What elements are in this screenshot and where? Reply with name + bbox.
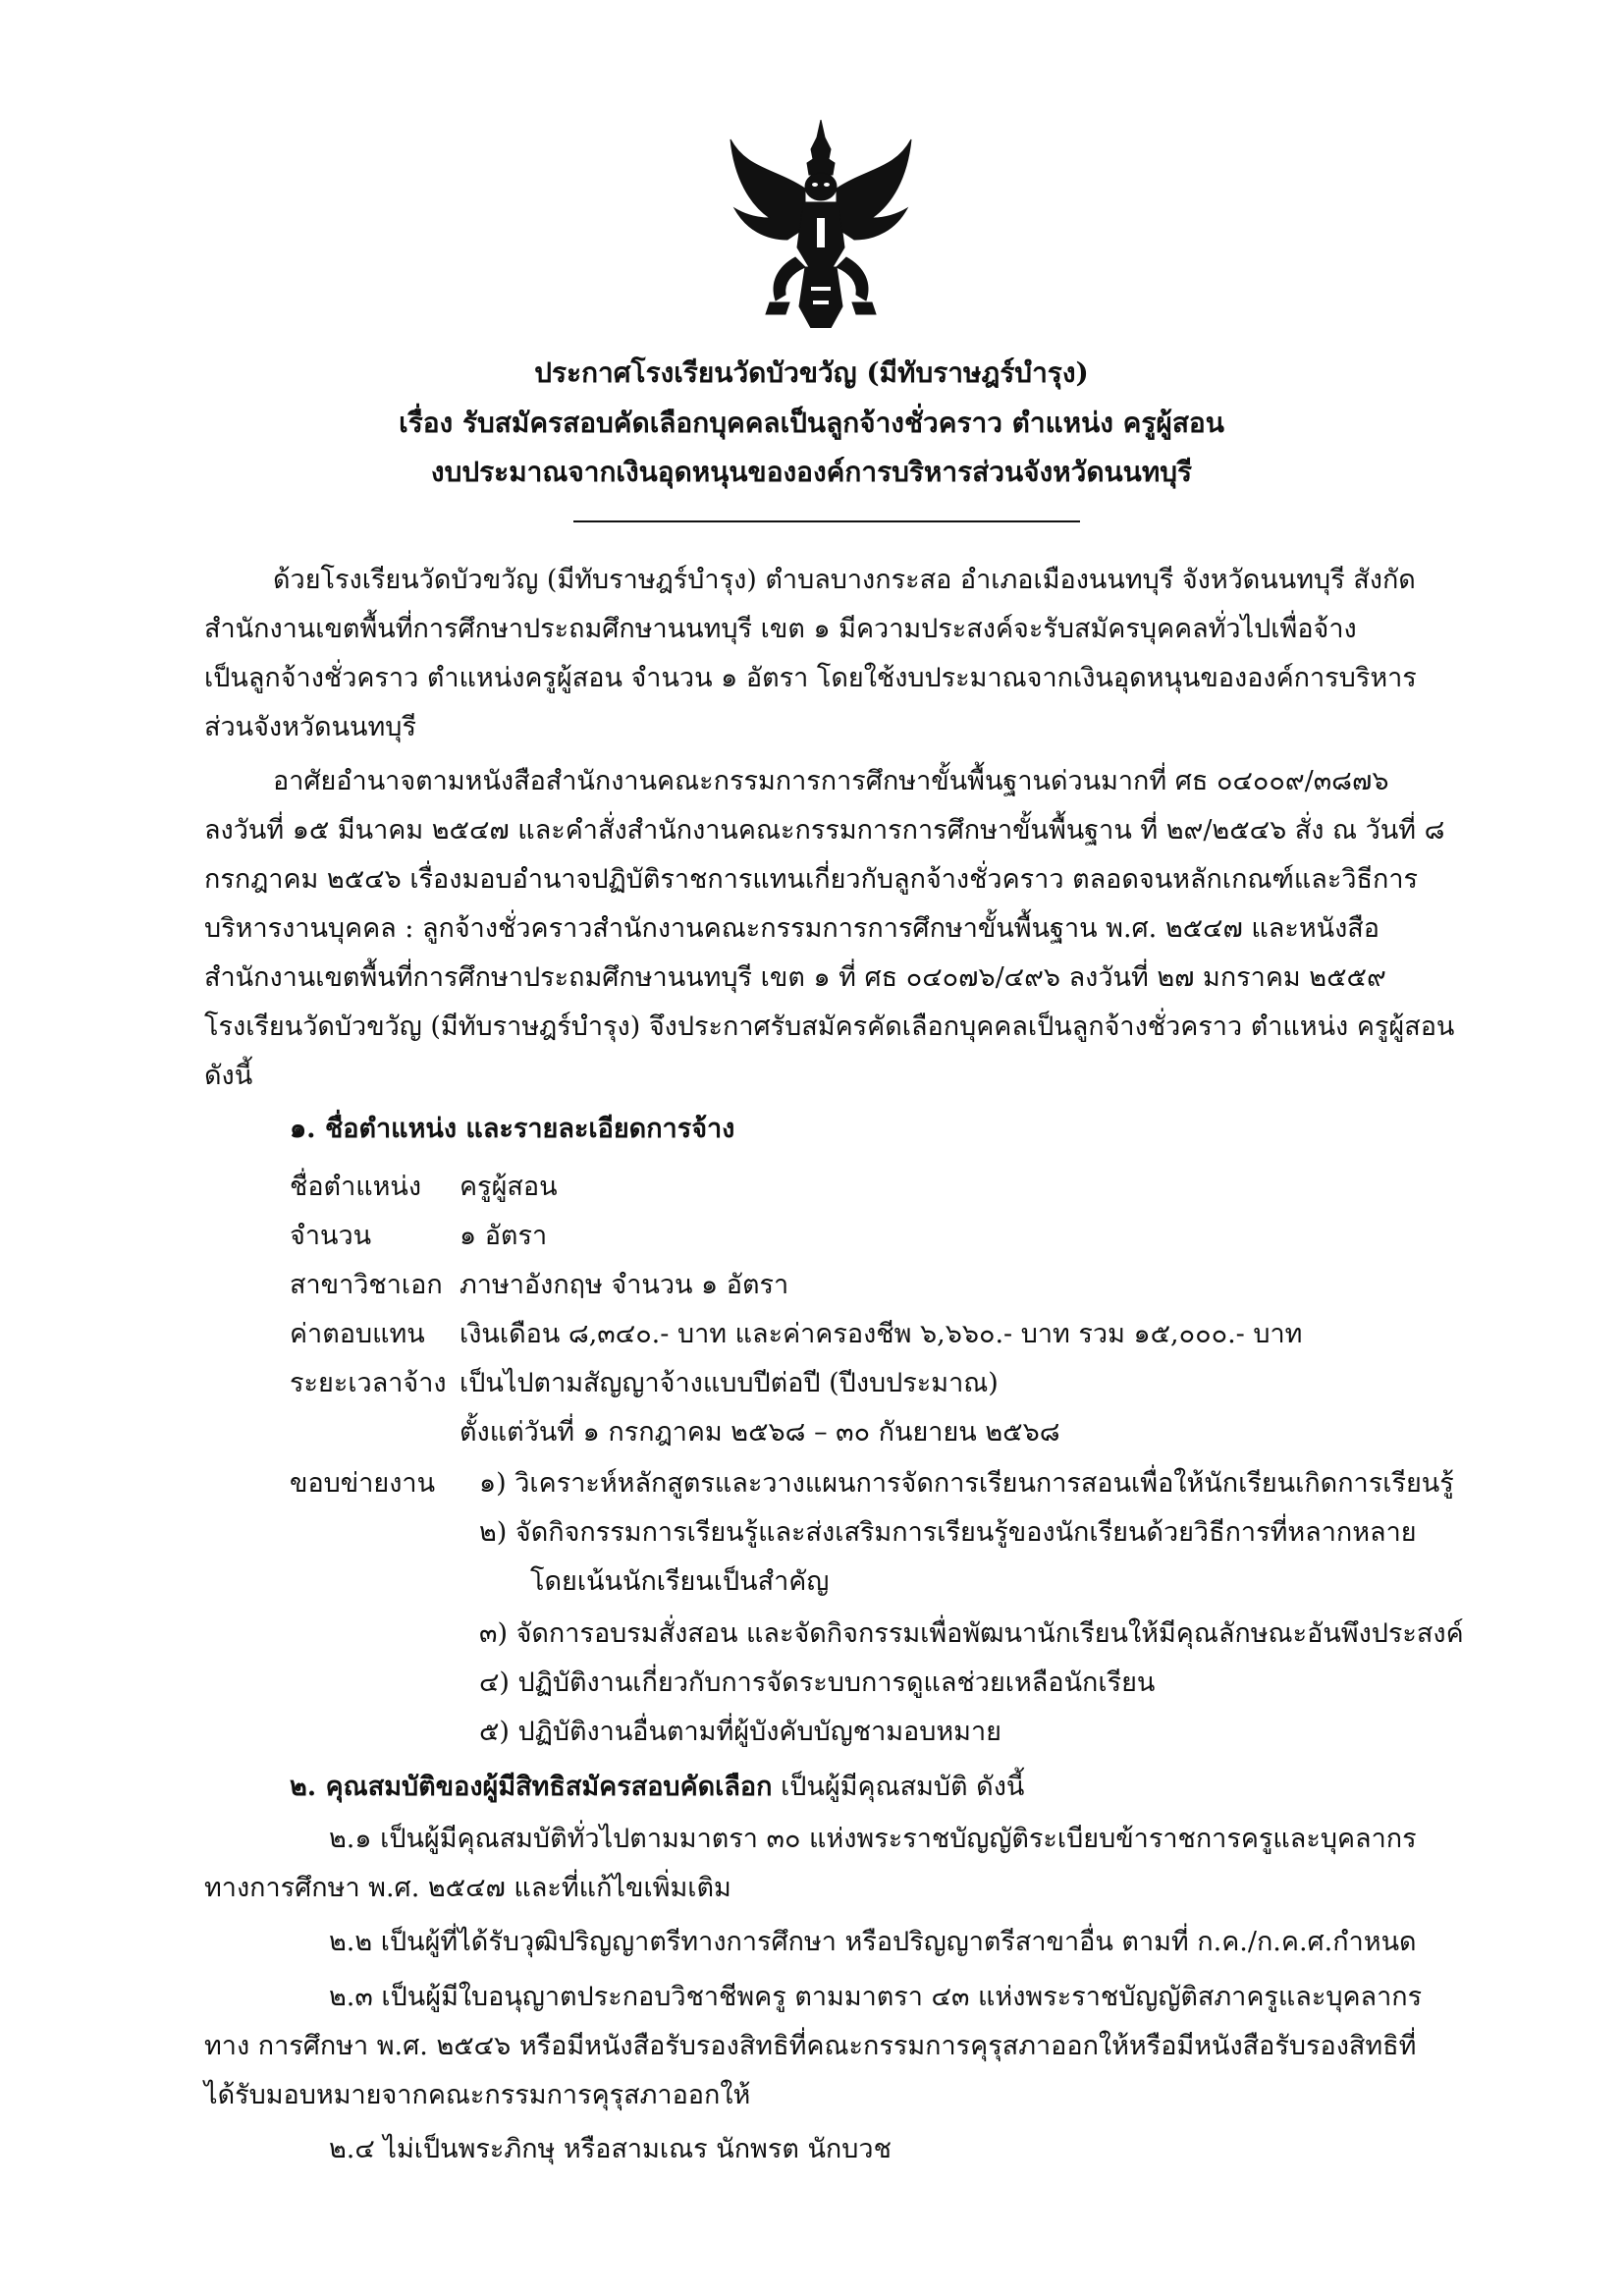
scope-item: ๔) ปฏิบัติงานเกี่ยวกับการจัดระบบการดูแลช่วยเหลือนักเรียน [479,1667,1156,1698]
section2-heading [290,1771,1024,1804]
garuda-emblem-icon [727,120,915,328]
scope-item: ๓) จัดการอบรมสั่งสอน และจัดกิจกรรมเพื่อพัฒนานักเรียนให้มีคุณลักษณะอันพึงประสงค์ [479,1618,1464,1649]
count-value: ๑ อัตรา [460,1221,548,1251]
pay-value: เงินเดือน ๘,๓๔๐.- บาท และค่าครองชีพ ๖,๖๖๐.- บาท รวม ๑๕,๐๐๐.- บาท [460,1319,1303,1349]
announcement-subject: เรื่อง รับสมัครสอบคัดเลือกบุคคลเป็นลูกจ้างชั่วคราว ตำแหน่ง ครูผู้สอน [399,407,1224,439]
section2-heading-bold: ๒. คุณสมบัติของผู้มีสิทธิสมัครสอบคัดเลือก [290,1772,773,1802]
intro-line: เป็นลูกจ้างชั่วคราว ตำแหน่งครูผู้สอน จำนวน ๑ อัตรา โดยใช้งบประมาณจากเงินอุดหนุนขององค์การบริหาร [204,663,1417,693]
major-value: ภาษาอังกฤษ จำนวน ๑ อัตรา [460,1270,789,1300]
authority-line: อาศัยอำนาจตามหนังสือสำนักงานคณะกรรมการการศึกษาขั้นพื้นฐานด่วนมากที่ ศธ ๐๔๐๐๙/๓๘๗๖ [273,766,1389,796]
qualification-line: ทาง การศึกษา พ.ศ. ๒๕๔๖ หรือมีหนังสือรับรองสิทธิที่คณะกรรมการคุรุสภาออกให้หรือมีหนังสือรับรองสิทธิที่ [204,2031,1417,2061]
intro-line: สำนักงานเขตพื้นที่การศึกษาประถมศึกษานนทบุรี เขต ๑ มีความประสงค์จะรับสมัครบุคคลทั่วไปเพื่อจ้าง [204,614,1357,644]
scope-item-continued: โดยเน้นนักเรียนเป็นสำคัญ [530,1566,830,1597]
section2-heading-rest: เป็นผู้มีคุณสมบัติ ดังนี้ [772,1772,1025,1802]
authority-line: ลงวันที่ ๑๕ มีนาคม ๒๕๔๗ และคำสั่งสำนักงานคณะกรรมการการศึกษาขั้นพื้นฐาน ที่ ๒๙/๒๕๔๖ สั่ง ณ วันที่ ๘ [204,815,1445,846]
qualification-line: ๒.๒ เป็นผู้ที่ได้รับวุฒิปริญญาตรีทางการศึกษา หรือปริญญาตรีสาขาอื่น ตามที่ ก.ค./ก.ค.ศ.กำหนด [329,1927,1417,1957]
announcement-title: ประกาศโรงเรียนวัดบัวขวัญ (มีทับราษฎร์บำรุง) [534,356,1089,389]
period-value: เป็นไปตามสัญญาจ้างแบบปีต่อปี (ปีงบประมาณ) [460,1368,999,1398]
authority-line: สำนักงานเขตพื้นที่การศึกษาประถมศึกษานนทบุรี เขต ๑ ที่ ศธ ๐๔๐๗๖/๔๙๖ ลงวันที่ ๒๗ มกราคม ๒๕๕๙ [204,962,1386,993]
position-label: ชื่อตำแหน่ง [290,1172,422,1202]
header-divider [573,520,1080,522]
section1-heading: ๑. ชื่อตำแหน่ง และรายละเอียดการจ้าง [290,1114,735,1144]
position-value: ครูผู้สอน [460,1172,558,1202]
scope-item: ๕) ปฏิบัติงานอื่นตามที่ผู้บังคับบัญชามอบหมาย [479,1717,1001,1747]
qualification-line: ๒.๑ เป็นผู้มีคุณสมบัติทั่วไปตามมาตรา ๓๐ แห่งพระราชบัญญัติระเบียบข้าราชการครูและบุคลากร [329,1824,1417,1854]
qualification-line: ๒.๓ เป็นผู้มีใบอนุญาตประกอบวิชาชีพครู ตามมาตรา ๔๓ แห่งพระราชบัญญัติสภาครูและบุคลากร [329,1982,1423,2012]
qualification-line: ทางการศึกษา พ.ศ. ๒๕๔๗ และที่แก้ไขเพิ่มเติม [204,1873,731,1903]
scope-item: ๑) วิเคราะห์หลักสูตรและวางแผนการจัดการเรียนการสอนเพื่อให้นักเรียนเกิดการเรียนรู้ [479,1468,1454,1499]
qualification-line: ได้รับมอบหมายจากคณะกรรมการคุรุสภาออกให้ [204,2080,751,2110]
scope-item: ๒) จัดกิจกรรมการเรียนรู้และส่งเสริมการเรียนรู้ของนักเรียนด้วยวิธีการที่หลากหลาย [479,1517,1417,1548]
authority-line: ดังนี้ [204,1061,253,1091]
scope-label: ขอบข่ายงาน [290,1468,436,1499]
authority-line: กรกฎาคม ๒๕๔๖ เรื่องมอบอำนาจปฏิบัติราชการแทนเกี่ยวกับลูกจ้างชั่วคราว ตลอดจนหลักเกณฑ์และวิธีการ [204,864,1419,895]
intro-line: ส่วนจังหวัดนนทบุรี [204,712,416,742]
major-label: สาขาวิชาเอก [290,1270,443,1300]
period-label: ระยะเวลาจ้าง [290,1368,447,1398]
qualification-line: ๒.๔ ไม่เป็นพระภิกษุ หรือสามเณร นักพรต นักบวช [329,2134,892,2164]
period-dates: ตั้งแต่วันที่ ๑ กรกฎาคม ๒๕๖๘ – ๓๐ กันยายน ๒๕๖๘ [460,1417,1060,1448]
authority-line: บริหารงานบุคคล : ลูกจ้างชั่วคราวสำนักงานคณะกรรมการการศึกษาขั้นพื้นฐาน พ.ศ. ๒๕๔๗ และหนังสือ [204,913,1380,944]
count-label: จำนวน [290,1221,372,1251]
pay-label: ค่าตอบแทน [290,1319,425,1349]
authority-line: โรงเรียนวัดบัวขวัญ (มีทับราษฎร์บำรุง) จึงประกาศรับสมัครคัดเลือกบุคคลเป็นลูกจ้างชั่วคราว ตำแหน่ง ครูผู้สอน [204,1011,1455,1042]
announcement-budget: งบประมาณจากเงินอุดหนุนขององค์การบริหารส่วนจังหวัดนนทบุรี [430,456,1193,488]
intro-line: ด้วยโรงเรียนวัดบัวขวัญ (มีทับราษฎร์บำรุง) ตำบลบางกระสอ อำเภอเมืองนนทบุรี จังหวัดนนทบุรี สังกัด [273,565,1416,595]
